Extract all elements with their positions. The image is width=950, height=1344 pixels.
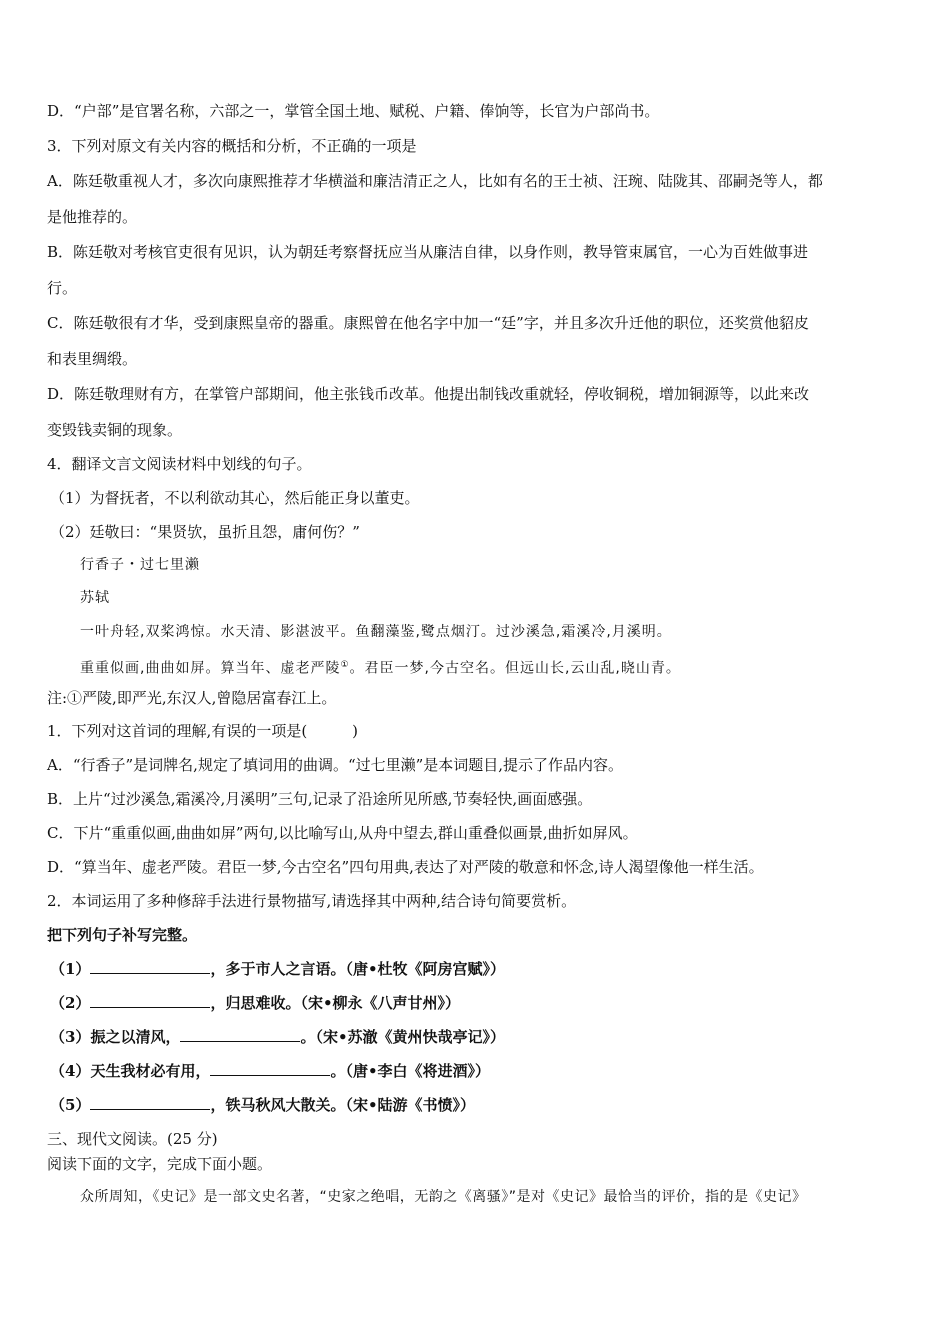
q3-option-a-line1: A．陈廷敬重视人才，多次向康熙推荐才华横溢和廉洁清正之人，比如有名的王士祯、汪琬、陆陇其、邵嗣尧等人，都 [47,172,823,190]
section3-paragraph: 众所周知，《史记》是一部文史名著，“史家之绝唱，无韵之《离骚》”是对《史记》最恰当的评价，指的是《史记》 [80,1189,807,1205]
q3-stem: 3．下列对原文有关内容的概括和分析，不正确的一项是 [47,137,417,155]
poem-q1-option-d: D．“算当年、虚老严陵。君臣一梦,今古空名”四句用典,表达了对严陵的敬意和怀念,诗人渴望像他一样生活。 [47,858,764,876]
poem-q2-stem: 2．本词运用了多种修辞手法进行景物描写,请选择其中两种,结合诗句简要赏析。 [47,892,577,910]
poem-q1-stem: 1．下列对这首词的理解,有误的一项是( ) [47,722,359,740]
fill-item-num: （5） [50,1096,91,1114]
fill-item-5 [50,1095,906,1115]
fill-heading: 把下列句子补写完整。 [47,926,198,944]
answer-blank[interactable] [210,1061,330,1076]
q3-option-c-line2: 和表里绸缎。 [47,350,138,368]
answer-blank[interactable] [90,993,210,1008]
q3-option-b-line2: 行。 [47,279,78,297]
answer-blank[interactable] [90,1095,210,1110]
fill-item-post: 。（宋•苏澈《黄州快哉亭记》） [300,1028,506,1046]
q2-option-d: D．“户部”是官署名称，六部之一，掌管全国土地、赋税、户籍、俸饷等，长官为户部尚书。 [47,102,660,120]
fill-item-post: 。（唐•李白《将进酒》） [330,1062,491,1080]
poem-note: 注:①严陵,即严光,东汉人,曾隐居富春江上。 [47,689,337,707]
q3-option-d-line1: D．陈廷敬理财有方，在掌管户部期间，他主张钱币改革。他提出制钱改重就轻，停收铜税，增加铜源等，以此来改 [47,385,810,403]
section3-heading: 三、现代文阅读。(25 分) [47,1130,218,1148]
answer-blank[interactable] [180,1027,300,1042]
q3-option-d-line2: 变毁钱卖铜的现象。 [47,421,183,439]
fill-item-post: ，铁马秋风大散关。（宋•陆游《书愤》） [210,1096,476,1114]
fill-item-post: ，归思难收。（宋•柳永《八声甘州》） [210,994,461,1012]
fill-item-num: （3） [50,1028,91,1046]
fill-item-pre: 振之以清风， [90,1028,181,1046]
fill-item-num: （1） [50,960,91,978]
poem-line-2-a: 重重似画,曲曲如屏。算当年、虚老严陵 [80,660,341,677]
poem-line-2-b: 。君臣一梦,今古空名。但远山长,云山乱,晓山青。 [349,660,681,677]
fill-item-pre: 天生我材必有用， [90,1062,211,1080]
fill-item-4 [50,1061,906,1081]
q4-stem: 4．翻译文言文阅读材料中划线的句子。 [47,455,312,473]
section3-instruction: 阅读下面的文字，完成下面小题。 [47,1155,273,1173]
fill-item-3 [50,1027,906,1047]
fill-item-2 [50,993,906,1013]
poem-line-2 [80,655,906,679]
q4-sentence-1: （1）为督抚者，不以利欲动其心，然后能正身以董吏。 [50,489,420,507]
poem-q1-option-c: C．下片“重重似画,曲曲如屏”两句,以比喻写山,从舟中望去,群山重叠似画景,曲折如屏风。 [47,824,638,842]
fill-item-num: （2） [50,994,91,1012]
q4-sentence-2: （2）廷敬曰：“果贤欤，虽折且怨，庸何伤？” [50,523,360,541]
q3-option-c-line1: C．陈廷敬很有才华，受到康熙皇帝的器重。康熙曾在他名字中加一“廷”字，并且多次升迁他的职位，还奖赏他貂皮 [47,314,809,332]
poem-line-1: 一叶舟轻,双桨鸿惊。水天清、影湛波平。鱼翻藻鉴,鹭点烟汀。过沙溪急,霜溪冷,月溪明。 [80,624,672,640]
fill-item-num: （4） [50,1062,91,1080]
footnote-marker: ① [340,660,350,670]
poem-q1-option-b: B．上片“过沙溪急,霜溪冷,月溪明”三句,记录了沿途所见所感,节奏轻快,画面感强。 [47,790,593,808]
fill-item-post: ，多于市人之言语。（唐•杜牧《阿房宫赋》） [210,960,506,978]
poem-author: 苏轼 [80,590,110,606]
q3-option-b-line1: B．陈廷敬对考核官吏很有见识，认为朝廷考察督抚应当从廉洁自律，以身作则，教导管束属官，一心为百姓做事进 [47,243,809,261]
answer-blank[interactable] [90,959,210,974]
fill-item-1 [50,959,906,979]
poem-q1-option-a: A．“行香子”是词牌名,规定了填词用的曲调。“过七里濑”是本词题目,提示了作品内容。 [47,756,624,774]
poem-title: 行香子・过七里濑 [80,557,200,573]
q3-option-a-line2: 是他推荐的。 [47,208,138,226]
